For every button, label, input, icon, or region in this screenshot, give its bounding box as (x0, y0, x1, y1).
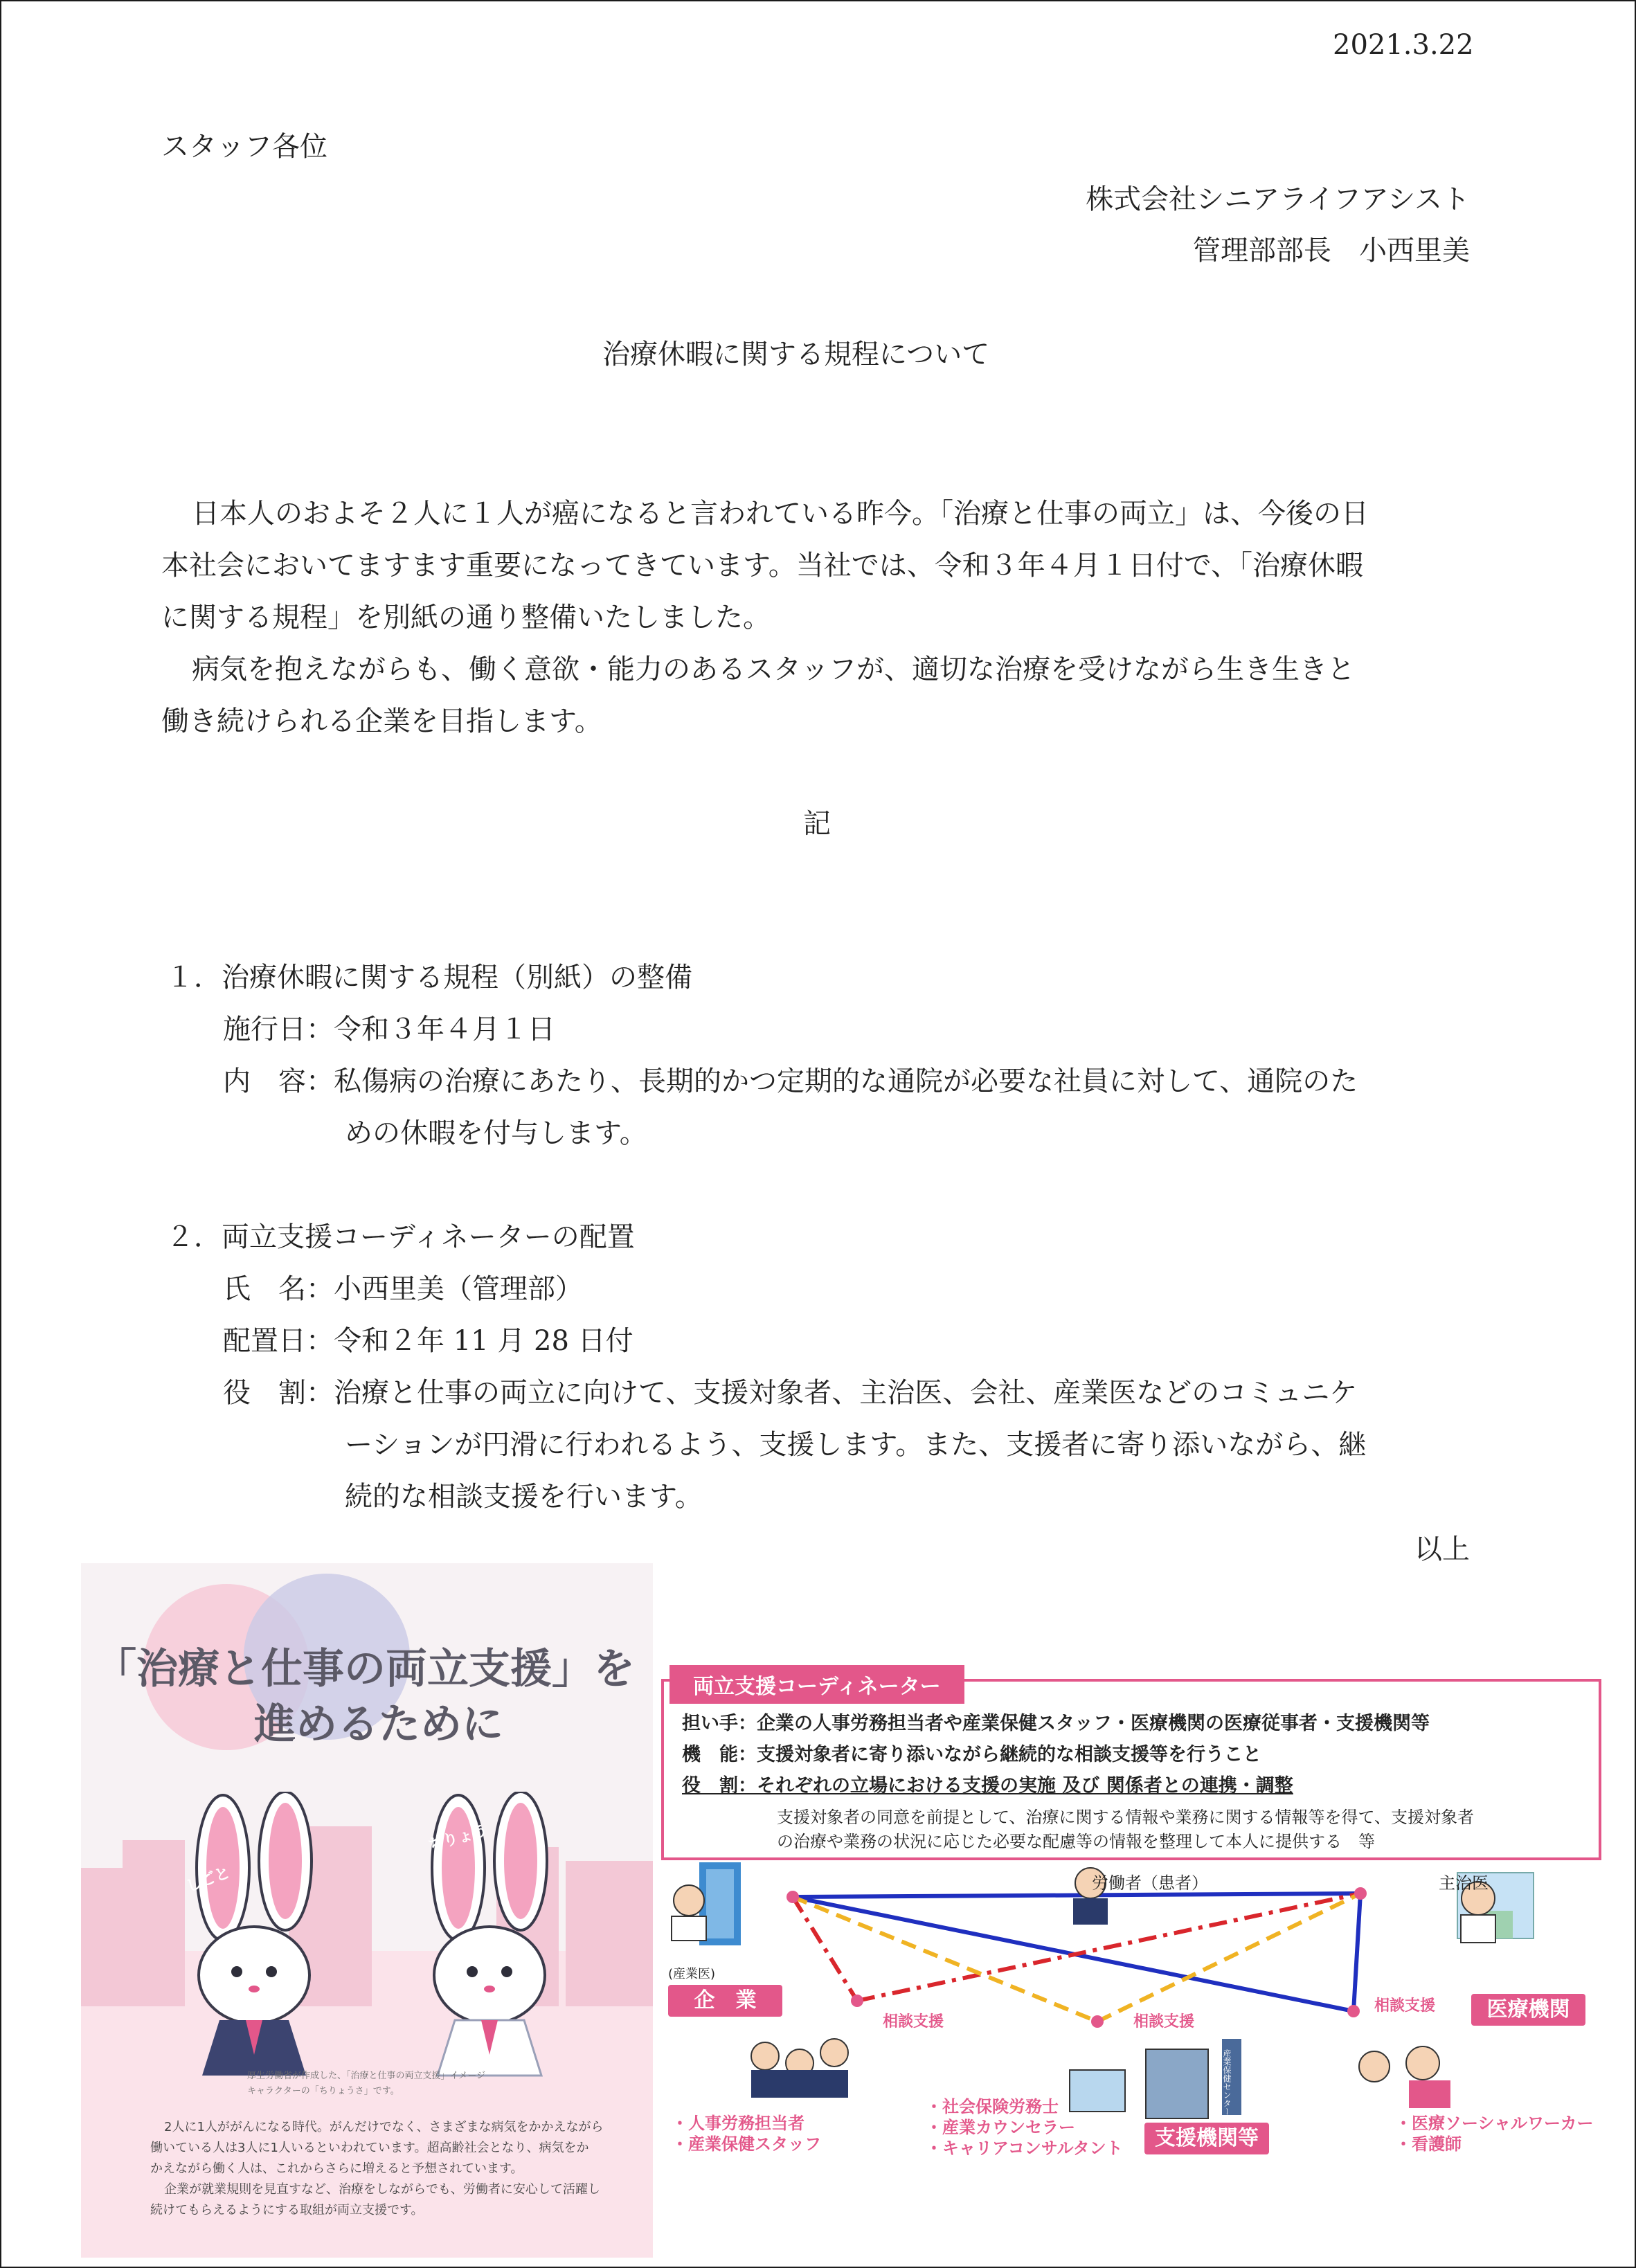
effective-value: 令和３年４月１日 (334, 1014, 555, 1045)
medical-staff-item: ・看護師 (1395, 2134, 1462, 2154)
para2-line: 働き続けられる企業を目指します。 (161, 705, 602, 737)
support-org-building-icon (1146, 2049, 1208, 2118)
name-label: 氏 名： (223, 1273, 334, 1305)
caption-line: キャラクターの「ちりょうさ」です。 (247, 2086, 399, 2096)
company-staff-list (672, 2113, 821, 2154)
role-row: 役 割：それぞれの立場における支援の実施 及び 関係者との連携・調整 (682, 1775, 1293, 1797)
company-badge: 企 業 (668, 1985, 782, 2017)
support-org-badge: 支援機関等 (1144, 2123, 1269, 2154)
line-red-left (793, 1897, 857, 2001)
poster-title-line2: 進めるために (254, 1700, 503, 1749)
hr-staff-icon (820, 2039, 848, 2067)
poster-text-line: かえながら働く人は、これからさらに増えると予想されています。 (150, 2161, 523, 2176)
occupational-doctor-icon (674, 1885, 704, 1916)
node-dot (786, 1891, 799, 1903)
role-line: 治療と仕事の両立に向けて、支援対象者、主治医、会社、産業医などのコミュニケ (334, 1377, 1358, 1409)
occupational-doctor-label: (産業医) (668, 1967, 716, 1981)
date: 2021.3.22 (1333, 29, 1474, 61)
bunny-chiryou-illustration (393, 1792, 586, 2082)
section-2 (166, 1212, 1482, 1523)
line-yellow-right (1097, 1893, 1360, 2022)
role-label: 役 割： (223, 1377, 334, 1409)
note-line: 支援対象者の同意を前提として、治療に関する情報や業務に関する情報等を得て、支援対象者 (777, 1808, 1475, 1827)
company-name: 株式会社シニアライフアシスト (1086, 183, 1470, 215)
network-diagram (661, 1862, 1610, 2153)
date-label: 配置日： (223, 1325, 334, 1357)
node-dot (1091, 2015, 1104, 2028)
para2-line: 病気を抱えながらも、働く意欲・能力のあるスタッフが、適切な治療を受けながら生き生きと (192, 654, 1355, 685)
bunny1-ear-text: しごと (183, 1864, 233, 1896)
line-doctor-medical (1354, 1893, 1360, 2011)
coordinator-box-title: 両立支援コーディネーター (669, 1665, 964, 1704)
line-yellow-left (793, 1897, 1097, 2022)
hr-staff-icon (751, 2070, 848, 2098)
line-company-doctor (793, 1893, 1360, 1897)
nurse-icon (1406, 2046, 1439, 2080)
section-2-heading: ２．両立支援コーディネーターの配置 (166, 1221, 635, 1253)
bearer-row: 担い手：企業の人事労務担当者や産業保健スタッフ・医療機関の医療従事者・支援機関等 (682, 1713, 1430, 1734)
content-line: 私傷病の治療にあたり、長期的かつ定期的な通院が必要な社員に対して、通院のた (334, 1065, 1358, 1097)
bunny2-ear-text: ちりょう (426, 1821, 490, 1855)
poster-text (95, 2117, 642, 2221)
medical-staff-item: ・医療ソーシャルワーカー (1395, 2114, 1594, 2133)
line-red-right (857, 1893, 1360, 2001)
occupational-doctor-icon (672, 1916, 706, 1941)
bunny-shigoto-illustration (157, 1792, 351, 2082)
node-dot (1354, 1887, 1367, 1900)
section-1-heading: １．治療休暇に関する規程（別紙）の整備 (166, 962, 692, 993)
function-row: 機 能：支援対象者に寄り添いながら継続的な相談支援等を行うこと (682, 1744, 1261, 1765)
poster-text-line: 2人に1人ががんになる時代。がんだけでなく、さまざまな病気をかかえながら (164, 2120, 604, 2134)
consult-label: 相談支援 (1374, 1997, 1436, 2015)
section-1 (166, 952, 1482, 1160)
doctor-icon (1461, 1915, 1495, 1943)
sign-text: 産業保健センター (1222, 2049, 1232, 2116)
msw-icon (1359, 2051, 1390, 2082)
poster (81, 1563, 653, 2258)
worker-icon (1073, 1898, 1108, 1925)
addressee: スタッフ各位 (161, 131, 327, 163)
caption-line: 厚生労働省が作成した、「治療と仕事の両立支援」イメージ (247, 2071, 486, 2081)
hr-staff-icon (751, 2042, 779, 2070)
company-staff-item: ・産業保健スタッフ (672, 2134, 821, 2154)
content-label: 内 容： (223, 1065, 334, 1097)
document-title: 治療休暇に関する規程について (602, 339, 990, 370)
poster-text-line: 働いている人は3人に1人いるといわれています。超高齢社会となり、病気をか (150, 2141, 589, 2155)
consult-label: 相談支援 (1133, 2013, 1195, 2031)
para1-line: に関する規程」を別紙の通り整備いたしました。 (161, 602, 771, 633)
poster-caption (247, 2069, 485, 2099)
role-line: ーションが円滑に行われるよう、支援します。また、支援者に寄り添いながら、継 (345, 1429, 1367, 1461)
content-line: めの休暇を付与します。 (345, 1117, 647, 1149)
closing: 以上 (1414, 1533, 1470, 1565)
medical-badge: 医療機関 (1471, 1994, 1585, 2026)
role-line: 続的な相談支援を行います。 (345, 1481, 703, 1513)
support-staff-item: ・キャリアコンサルタント (926, 2139, 1123, 2158)
consult-label: 相談支援 (883, 2013, 944, 2031)
note-line: の治療や業務の状況に応じた必要な配慮等の情報を整理して本人に提供する 等 (777, 1832, 1375, 1851)
worker-label: 労働者（患者） (1092, 1873, 1208, 1893)
node-dot (851, 1995, 863, 2007)
doctor-label: 主治医 (1439, 1873, 1489, 1893)
support-staff-item: ・産業カウンセラー (926, 2118, 1075, 2137)
poster-title-line1: 「治療と仕事の両立支援」を (95, 1645, 635, 1693)
company-staff-item: ・人事労務担当者 (672, 2114, 804, 2133)
sender-name: 管理部部長 小西里美 (1193, 235, 1470, 267)
support-staff-list (926, 2096, 1123, 2159)
company-building-icon (706, 1869, 734, 1938)
para1-line: 本社会においてますます重要になってきています。当社では、令和３年４月１日付で、「治療休暇 (161, 550, 1363, 582)
effective-label: 施行日： (223, 1014, 334, 1045)
poster-text-line: 続けてもらえるようにする取組が両立支援です。 (150, 2203, 424, 2217)
name-value: 小西里美（管理部） (334, 1273, 583, 1305)
support-staff-item: ・社会保険労務士 (926, 2097, 1059, 2116)
ki-mark: 記 (803, 808, 831, 840)
date-value: 令和２年 11 月 28 日付 (334, 1325, 633, 1357)
paragraph-1 (161, 488, 1477, 748)
medical-staff-list (1395, 2113, 1594, 2154)
poster-text-line: 企業が就業規則を見直すなど、治療をしながらでも、労働者に安心して活躍し (164, 2182, 600, 2197)
para1-line: 日本人のおよそ２人に１人が癌になると言われている昨今。「治療と仕事の両立」は、今後の日 (192, 498, 1369, 530)
nurse-icon (1409, 2080, 1450, 2108)
node-dot (1347, 2005, 1360, 2017)
